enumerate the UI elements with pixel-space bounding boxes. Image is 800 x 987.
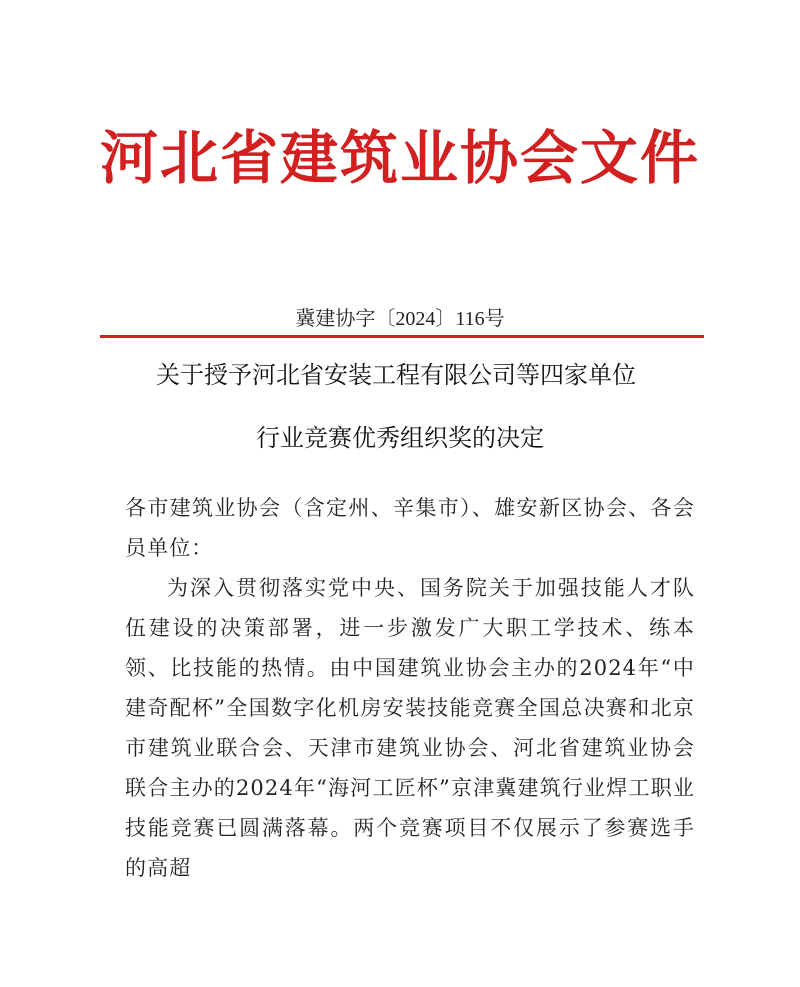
document-number: 冀建协字〔2024〕116号 — [295, 308, 505, 330]
document-title-line-1: 关于授予河北省安装工程有限公司等四家单位 — [156, 361, 636, 389]
red-divider-line — [100, 335, 704, 338]
document-title-line-2: 行业竞赛优秀组织奖的决定 — [256, 424, 544, 452]
document-body — [125, 488, 695, 888]
issuer-header-title: 河北省建筑业协会文件 — [99, 124, 700, 192]
body-paragraph-1: 为深入贯彻落实党中央、国务院关于加强技能人才队伍建设的决策部署，进一步激发广大职工学技术、练本领、比技能的热情。由中国建筑业协会主办的2024年“中建奇配杯”全国数字化机房安装技能竞赛全国总决赛和北京市建筑业联合会、天津市建筑业协会、河北省建筑业协会联合主办的2024年“海河工匠杯”京津冀建筑行业焊工职业技能竞赛已圆满落幕。两个竞赛项目不仅展示了参赛选手的高超 — [125, 576, 695, 880]
salutation: 各市建筑业协会（含定州、辛集市）、雄安新区协会、各会员单位： — [125, 496, 695, 560]
